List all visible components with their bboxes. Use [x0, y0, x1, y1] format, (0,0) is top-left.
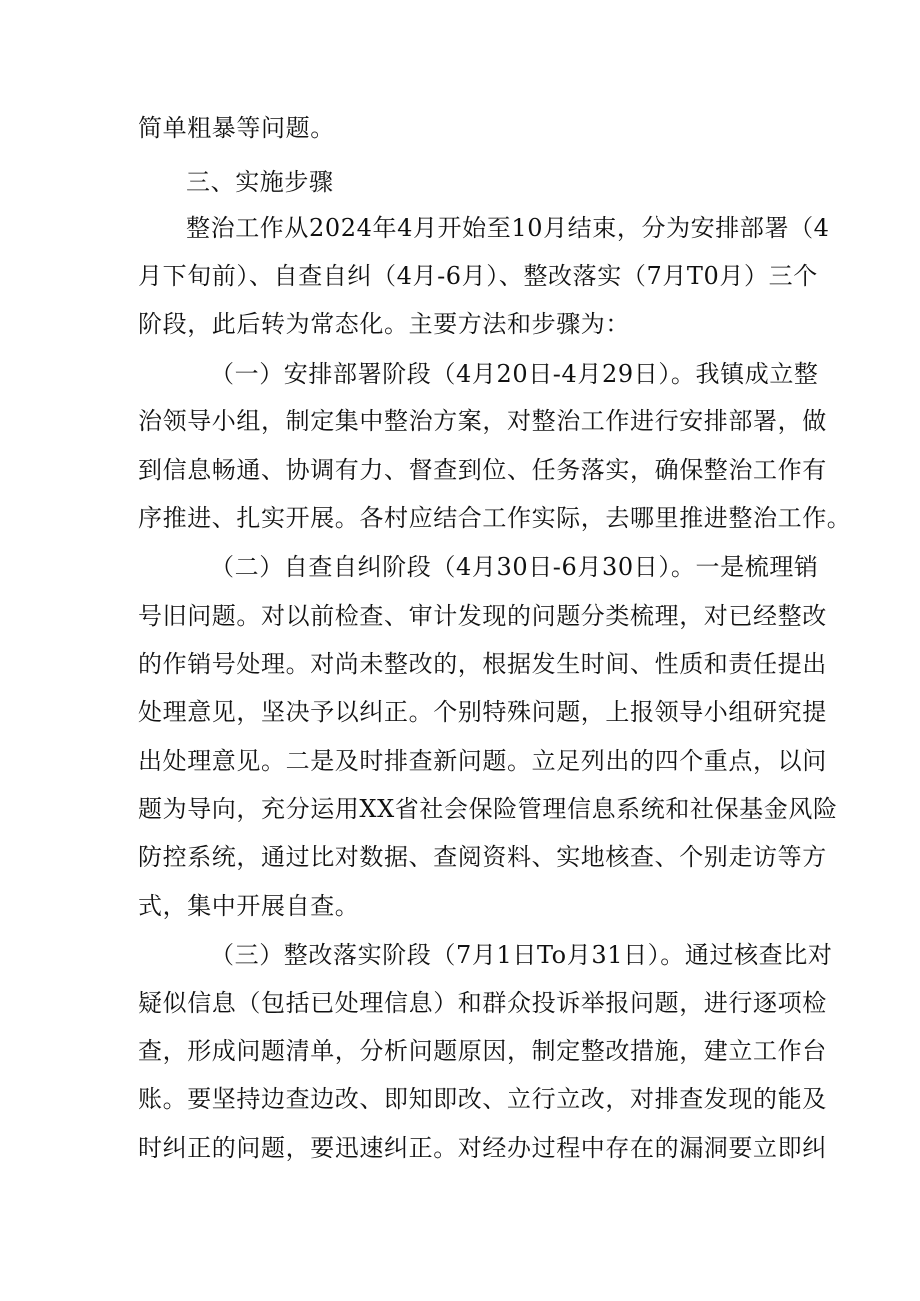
text-line: （一）安排部署阶段（4月20日-4月29日）。我镇成立整: [210, 360, 819, 388]
text-line: （三）整改落实阶段（7月1日To月31日）。通过核查比对: [210, 941, 833, 969]
text-line: 的作销号处理。对尚未整改的，根据发生时间、性质和责任提出: [138, 650, 827, 678]
text-line: 到信息畅通、协调有力、督查到位、任务落实，确保整治工作有: [138, 456, 827, 484]
section-heading: 三、实施步骤: [186, 168, 334, 196]
text-line: 阶段，此后转为常态化。主要方法和步骤为：: [138, 310, 630, 338]
text-line: 时纠正的问题，要迅速纠正。对经办过程中存在的漏洞要立即纠: [138, 1134, 827, 1162]
text-line: 题为导向，充分运用XX省社会保险管理信息系统和社保基金风险: [138, 795, 838, 823]
text-line: 治领导小组，制定集中整治方案，对整治工作进行安排部署，做: [138, 407, 827, 435]
text-line: 简单粗暴等问题。: [138, 114, 335, 142]
text-line: 整治工作从2024年4月开始至10月结束，分为安排部署（4: [186, 214, 830, 242]
text-line: 出处理意见。二是及时排查新问题。立足列出的四个重点，以问: [138, 747, 827, 775]
text-line: 疑似信息（包括已处理信息）和群众投诉举报问题，进行逐项检: [138, 989, 827, 1017]
text-line: 防控系统，通过比对数据、查阅资料、实地核查、个别走访等方: [138, 843, 827, 871]
text-line: 账。要坚持边查边改、即知即改、立行立改，对排查发现的能及: [138, 1085, 827, 1113]
text-line: 号旧问题。对以前检查、审计发现的问题分类梳理，对已经整改: [138, 602, 827, 630]
text-line: 月下旬前）、自查自纠（4月-6月）、整改落实（7月T0月）三个: [138, 262, 818, 290]
text-line: （二）自查自纠阶段（4月30日-6月30日）。一是梳理销: [210, 553, 819, 581]
text-line: 处理意见，坚决予以纠正。个别特殊问题，上报领导小组研究提: [138, 698, 827, 726]
text-line: 式，集中开展自查。: [138, 892, 360, 920]
text-line: 序推进、扎实开展。各村应结合工作实际，去哪里推进整治工作。: [138, 504, 852, 532]
text-line: 查，形成问题清单，分析问题原因，制定整改措施，建立工作台: [138, 1037, 827, 1065]
